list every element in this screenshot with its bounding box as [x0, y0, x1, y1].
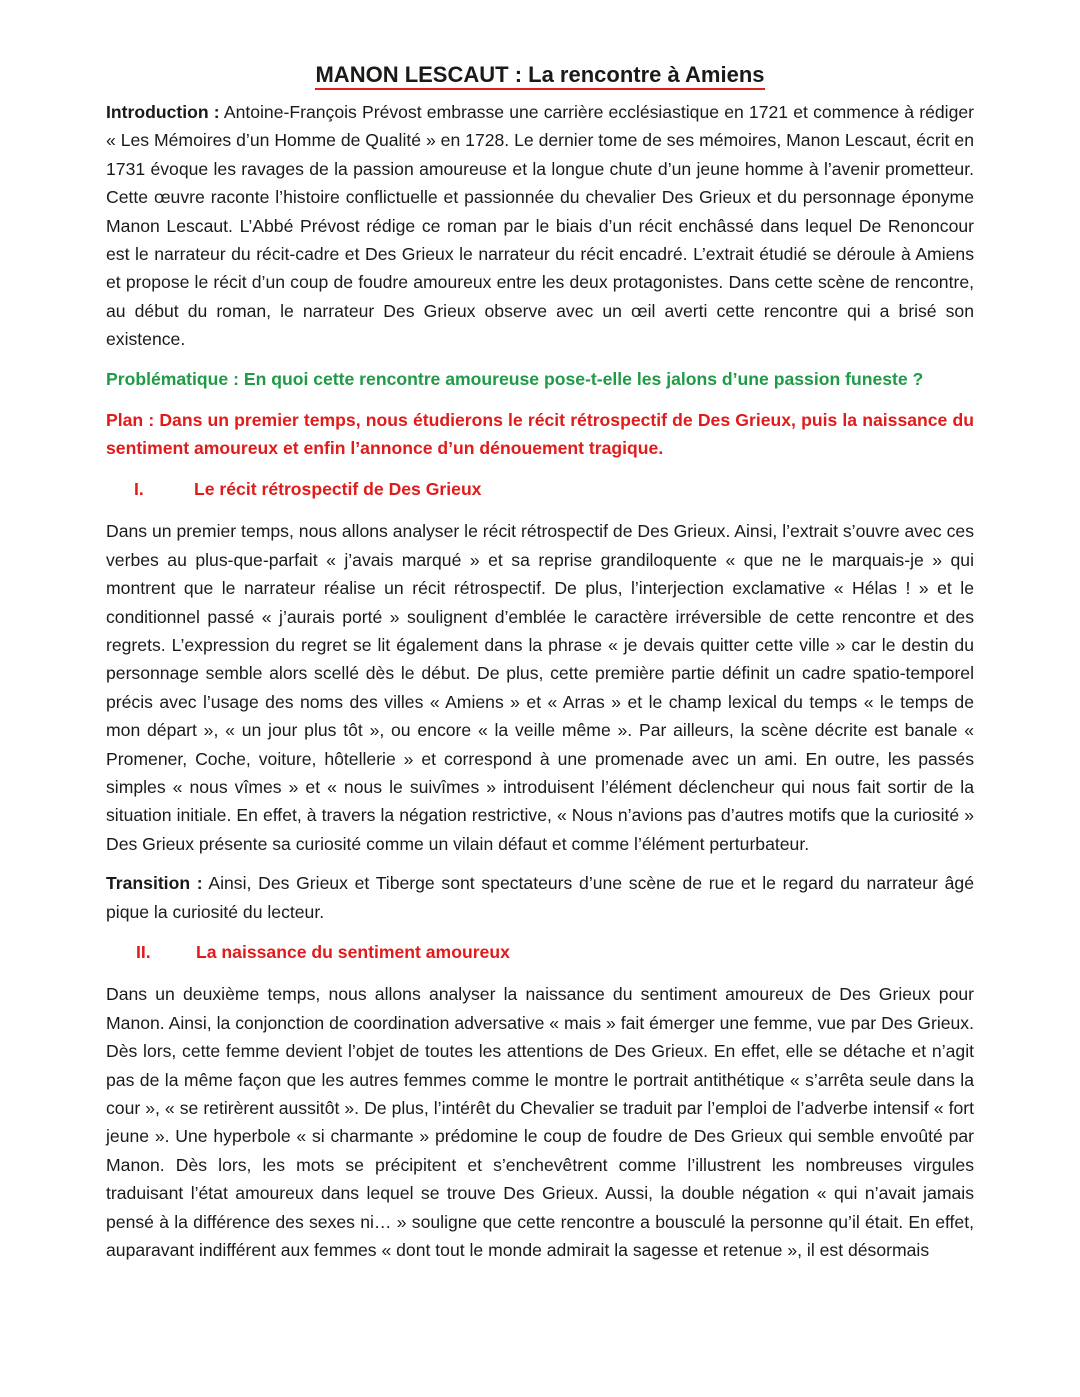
section-heading-1 [106, 475, 974, 503]
document-page [106, 58, 974, 1275]
plan: Plan : Dans un premier temps, nous étudierons le récit rétrospectif de Des Grieux, puis la naissance du sentiment amoureux et enfin l’annonce d’un dénouement tragique. [106, 410, 974, 459]
section-body-1: Dans un premier temps, nous allons analyser le récit rétrospectif de Des Grieux. Ainsi, l’extrait s’ouvre avec ces verbes au plus-que-parfait « j’avais marqué » et sa reprise grandiloquente « que ne le marquais-je » qui montrent que le narrateur réalise un récit rétrospectif. De plus, l’interjection exclamative « Hélas ! » et le conditionnel passé « j’aurais porté » soulignent d’emblée le caractère irréversible de cette rencontre et des regrets. L’expression du regret se lit également dans la phrase « je devais quitter cette ville » car le destin du personnage semble alors scellé dès le début. De plus, cette première partie définit un cadre spatio-temporel précis avec l’usage des noms des villes « Amiens » et « Arras » et le champ lexical du temps « le temps de mon départ », « un jour plus tôt », ou encore « la veille même ». Par ailleurs, la scène décrite est banale « Promener, Coche, voiture, hôtellerie » et correspond à une promenade avec un ami. En outre, les passés simples « nous vîmes » et « nous le suivîmes » introduisent l’élément déclencheur qui nous fait sortir de la situation initiale. En effet, à travers la négation restrictive, « Nous n’avions pas d’autres motifs que la curiosité » Des Grieux présente sa curiosité comme un vilain défaut et comme l’élément perturbateur. [106, 521, 974, 854]
section-heading-2 [106, 938, 974, 966]
transition-text: Ainsi, Des Grieux et Tiberge sont spectateurs d’une scène de rue et le regard du narrateur âgé pique la curiosité du lecteur. [106, 873, 974, 922]
intro-text: Antoine-François Prévost embrasse une carrière ecclésiastique en 1721 et commence à rédiger « Les Mémoires d’un Homme de Qualité » en 1728. Le dernier tome de ses mémoires, Manon Lescaut, écrit en 1731 évoque les ravages de la passion amoureuse et la longue chute d’un jeune homme à l’avenir prometteur. Cette œuvre raconte l’histoire conflictuelle et passionnée du chevalier Des Grieux et du personnage éponyme Manon Lescaut. L’Abbé Prévost rédige ce roman par le biais d’un récit enchâssé dans lequel De Renoncour est le narrateur du récit-cadre et Des Grieux le narrateur du récit encadré. L’extrait étudié se déroule à Amiens et propose le récit d’un coup de foudre amoureux entre les deux protagonistes. Dans cette scène de rencontre, au début du roman, le narrateur Des Grieux observe avec un œil averti cette rencontre qui a brisé son existence. [106, 102, 974, 350]
intro-paragraph [106, 98, 974, 354]
intro-label: Introduction : [106, 102, 220, 122]
transition-paragraph [106, 869, 974, 926]
page-title [106, 58, 974, 92]
section-body-2: Dans un deuxième temps, nous allons analyser la naissance du sentiment amoureux de Des Grieux pour Manon. Ainsi, la conjonction de coordination adversative « mais » fait émerger une femme, vue par Des Grieux. Dès lors, cette femme devient l’objet de toutes les attentions de Des Grieux. En effet, elle se détache et n’agit pas de la même façon que les autres femmes comme le montre le portrait antithétique « s’arrêta seule dans la cour », « se retirèrent aussitôt ». De plus, l’intérêt du Chevalier se traduit par l’emploi de l’adverbe intensif « fort jeune ». Une hyperbole « si charmante » prédomine le coup de foudre de Des Grieux qui semble envoûté par Manon. Dès lors, les mots se précipitent et s’enchevêtrent comme l’illustrent les nombreuses virgules traduisant l’état amoureux dans lequel se trouve Des Grieux. Aussi, la double négation « qui n’avait jamais pensé à la différence des sexes ni… » souligne que cette rencontre a bousculé la personne qu’il était. En effet, auparavant indifférent aux femmes « dont tout le monde admirait la sagesse et retenue », il est désormais [106, 984, 974, 1261]
section-number-2: II. [136, 941, 151, 962]
title-text: MANON LESCAUT : La rencontre à Amiens [315, 62, 764, 90]
section-title-2: La naissance du sentiment amoureux [196, 941, 510, 962]
section-number-1: I. [134, 478, 144, 499]
section-title-1: Le récit rétrospectif de Des Grieux [194, 478, 482, 499]
transition-label: Transition : [106, 873, 203, 894]
problematique: Problématique : En quoi cette rencontre amoureuse pose-t-elle les jalons d’une passion funeste ? [106, 368, 924, 389]
